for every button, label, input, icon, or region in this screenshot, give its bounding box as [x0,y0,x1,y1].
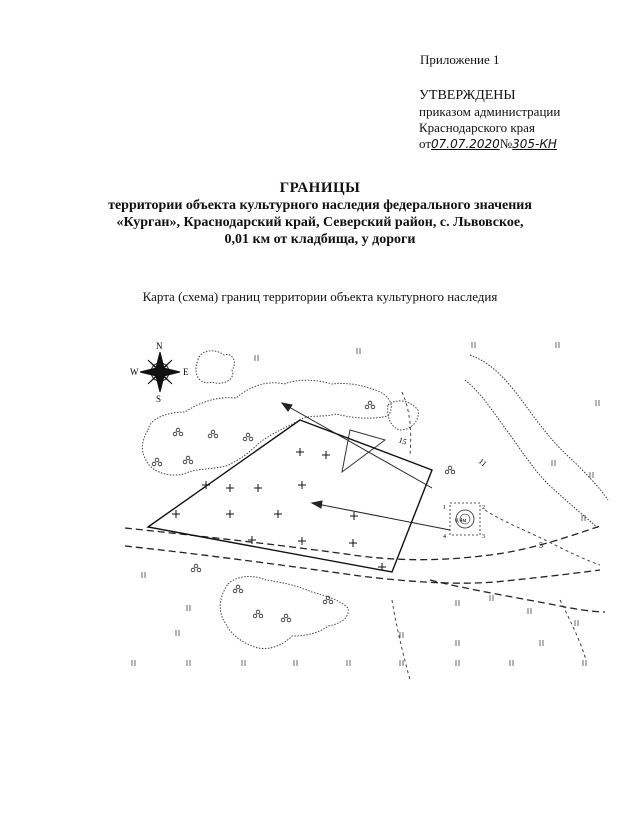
label-15: 15 [397,435,408,447]
cemetery-outline [342,430,385,472]
order-number: 305-КН [512,137,557,151]
field-track-right [485,510,600,565]
approved-line-2: приказом администрации [419,104,561,119]
arrow-head-icon [282,403,292,411]
order-number-label: № [499,136,513,151]
point-4-label: 4 [443,534,446,540]
compass-north-label: N [156,341,163,351]
tree-cluster-icon [183,456,193,464]
tree-cluster-icon [281,614,291,622]
tree-cluster-icon [253,610,263,618]
point-2-label: 2 [482,505,485,511]
order-date: 07.07.2020 [431,137,500,151]
document-title: ГРАНИЦЫ [279,180,361,196]
label-11: 11 [476,456,489,469]
tree-cluster-icon [191,564,201,572]
clearing-outline [388,401,419,430]
map-caption: Карта (схема) границ территории объекта культурного наследия [142,289,498,304]
document-subtitle-3: 0,01 км от кладбища, у дороги [224,232,416,247]
document-subtitle-2: «Курган», Краснодарский край, Северский район, с. Львовское, [116,215,524,230]
tree-cluster-icon [365,401,375,409]
order-from-label: от [419,136,432,151]
tree-cluster-icon [445,466,455,474]
tree-cluster-icon [173,428,183,436]
compass-west-label: W [130,367,139,377]
tree-cluster-icon [208,430,218,438]
tree-cluster-icon [323,596,333,604]
field-track-south [392,600,410,680]
document-subtitle-1: территории объекта культурного наследия федерального значения [108,198,532,213]
point-3-label: 3 [482,534,485,540]
tree-cluster-icon [233,585,243,593]
point-1-label: 1 [443,505,446,511]
appendix-label: Приложение 1 [420,52,500,67]
forest-outline-small [196,351,234,383]
tree-cluster-icon [152,458,162,466]
mound-height-label: 0,4м [455,518,467,524]
compass-south-label: S [156,394,162,404]
grassland-symbols [132,342,599,666]
forest-outline-north [142,380,391,475]
direction-line-to-road [312,503,450,530]
compass-rose-icon [140,352,180,392]
approved-line-3: Краснодарского края [419,120,535,135]
road-branch-east [430,580,605,612]
label-5: 5 [539,541,543,550]
tree-cluster-icon [243,433,253,441]
approved-title: УТВЕРЖДЕНЫ [419,88,516,103]
territory-boundary [148,420,432,572]
plus-markers [172,448,386,571]
compass-east-label: E [183,367,189,377]
river-bank-outer [470,355,608,500]
arrow-head-icon [312,501,322,508]
